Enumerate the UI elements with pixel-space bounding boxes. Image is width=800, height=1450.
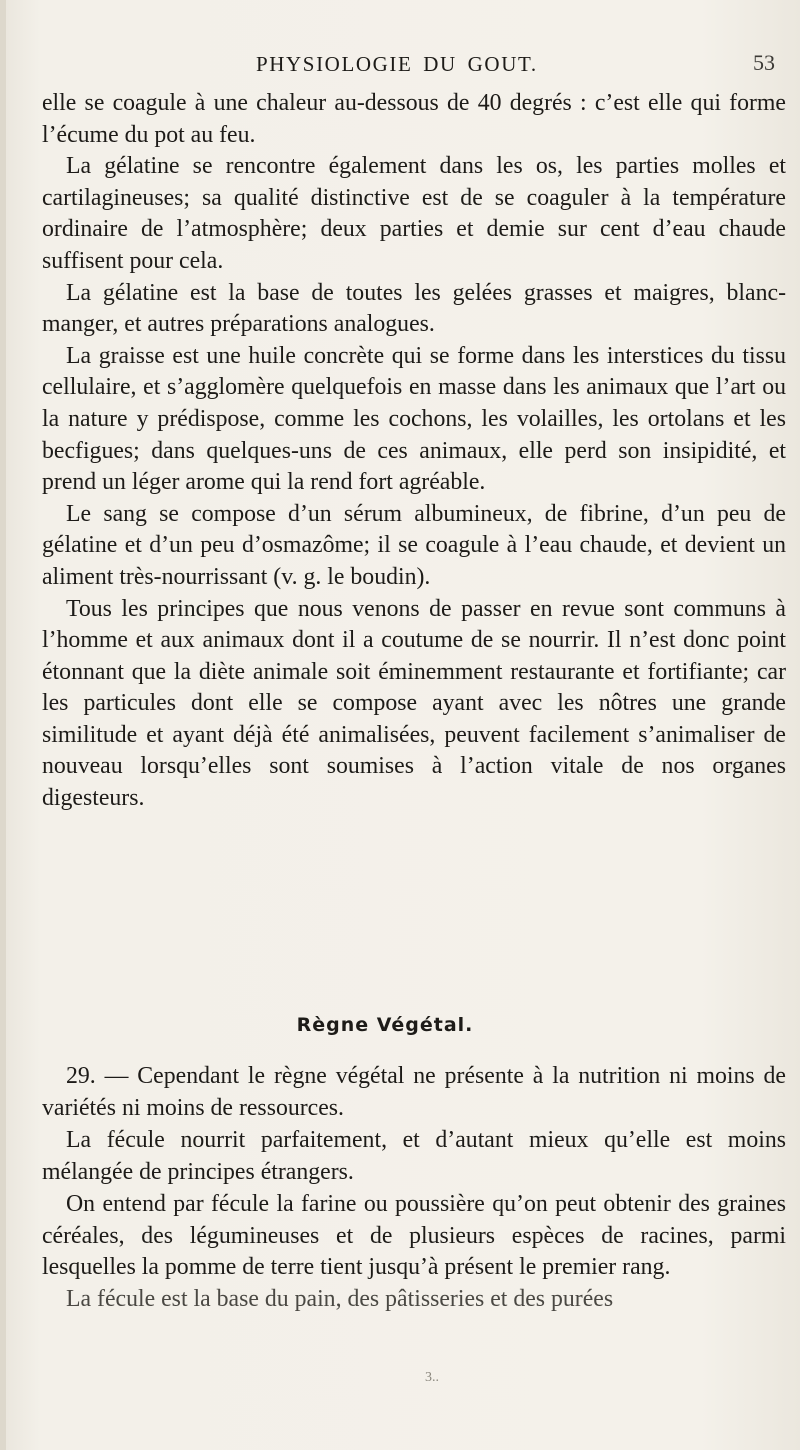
paragraph-sang: Le sang se compose d’un sérum albumineux, de fibrine, d’un peu de gélatine et d’un peu d’osmazôme; il se coagule à l’eau chaude, et devient un aliment très-nourrissant (v. g. le boudin). <box>42 500 786 590</box>
paragraph-farine: On entend par fécule la farine ou poussière qu’on peut obtenir des graines céréales, des légumineuses et de plusieurs espèces de racines, parmi lesquelles la pomme de terre tient jusqu’à présent le premier rang. <box>42 1190 786 1281</box>
body-text-bottom <box>42 1061 786 1316</box>
paragraph-fecule: La fécule nourrit parfaitement, et d’autant mieux qu’elle est moins mélangée de principes étrangers. <box>42 1126 786 1185</box>
page-number: 53 <box>753 50 775 75</box>
running-title: PHYSIOLOGIE DU GOUT. <box>256 52 538 76</box>
paragraph-graisse: La graisse est une huile concrète qui se forme dans les interstices du tissu cellulaire, et s’agglomère quelquefois en masse dans les animaux que l’art ou la nature y prédispose, comme les cochons, les volailles, les ortolans et les becfigues; dans quelques-uns de ces animaux, elle perd son insipidité, et prend un léger arome qui la rend fort agréable. <box>42 342 786 496</box>
paragraph-gelatine-gelees: La gélatine est la base de toutes les gelées grasses et maigres, blanc-manger, et autres préparations analogues. <box>42 279 786 338</box>
paragraph-principes: Tous les principes que nous venons de passer en revue sont communs à l’homme et aux animaux dont il a coutume de se nourrir. Il n’est donc point étonnant que la diète animale soit éminemment restaurante et fortifiante; car les particules dont elle se compose ayant avec les nôtres une grande similitude et ayant déjà été animalisées, peuvent facilement s’animaliser de nouveau lorsqu’elles sont soumises à l’action vitale de nos organes digesteurs. <box>42 595 786 812</box>
page-header <box>0 52 800 92</box>
section-heading: Règne Végétal. <box>296 1014 474 1036</box>
paragraph-fecule-pain: La fécule est la base du pain, des pâtisseries et des purées <box>66 1286 614 1313</box>
paragraph-gelatine: La gélatine se rencontre également dans les os, les parties molles et cartilagineuses; sa qualité distinctive est de se coaguler à la température ordinaire de l’atmosphère; deux parties et demie sur cent d’eau chaude suffisent pour cela. <box>42 153 786 274</box>
signature-mark: 3.. <box>425 1370 439 1385</box>
body-text-top <box>42 88 786 815</box>
page-gutter-edge <box>0 0 6 1450</box>
paragraph-continuation: elle se coagule à une chaleur au-dessous de 40 degrés : c’est elle qui forme l’écume du pot au feu. <box>42 90 786 148</box>
paragraph-regne-vegetal: 29. — Cependant le règne végétal ne présente à la nutrition ni moins de variétés ni moins de ressources. <box>42 1063 786 1121</box>
